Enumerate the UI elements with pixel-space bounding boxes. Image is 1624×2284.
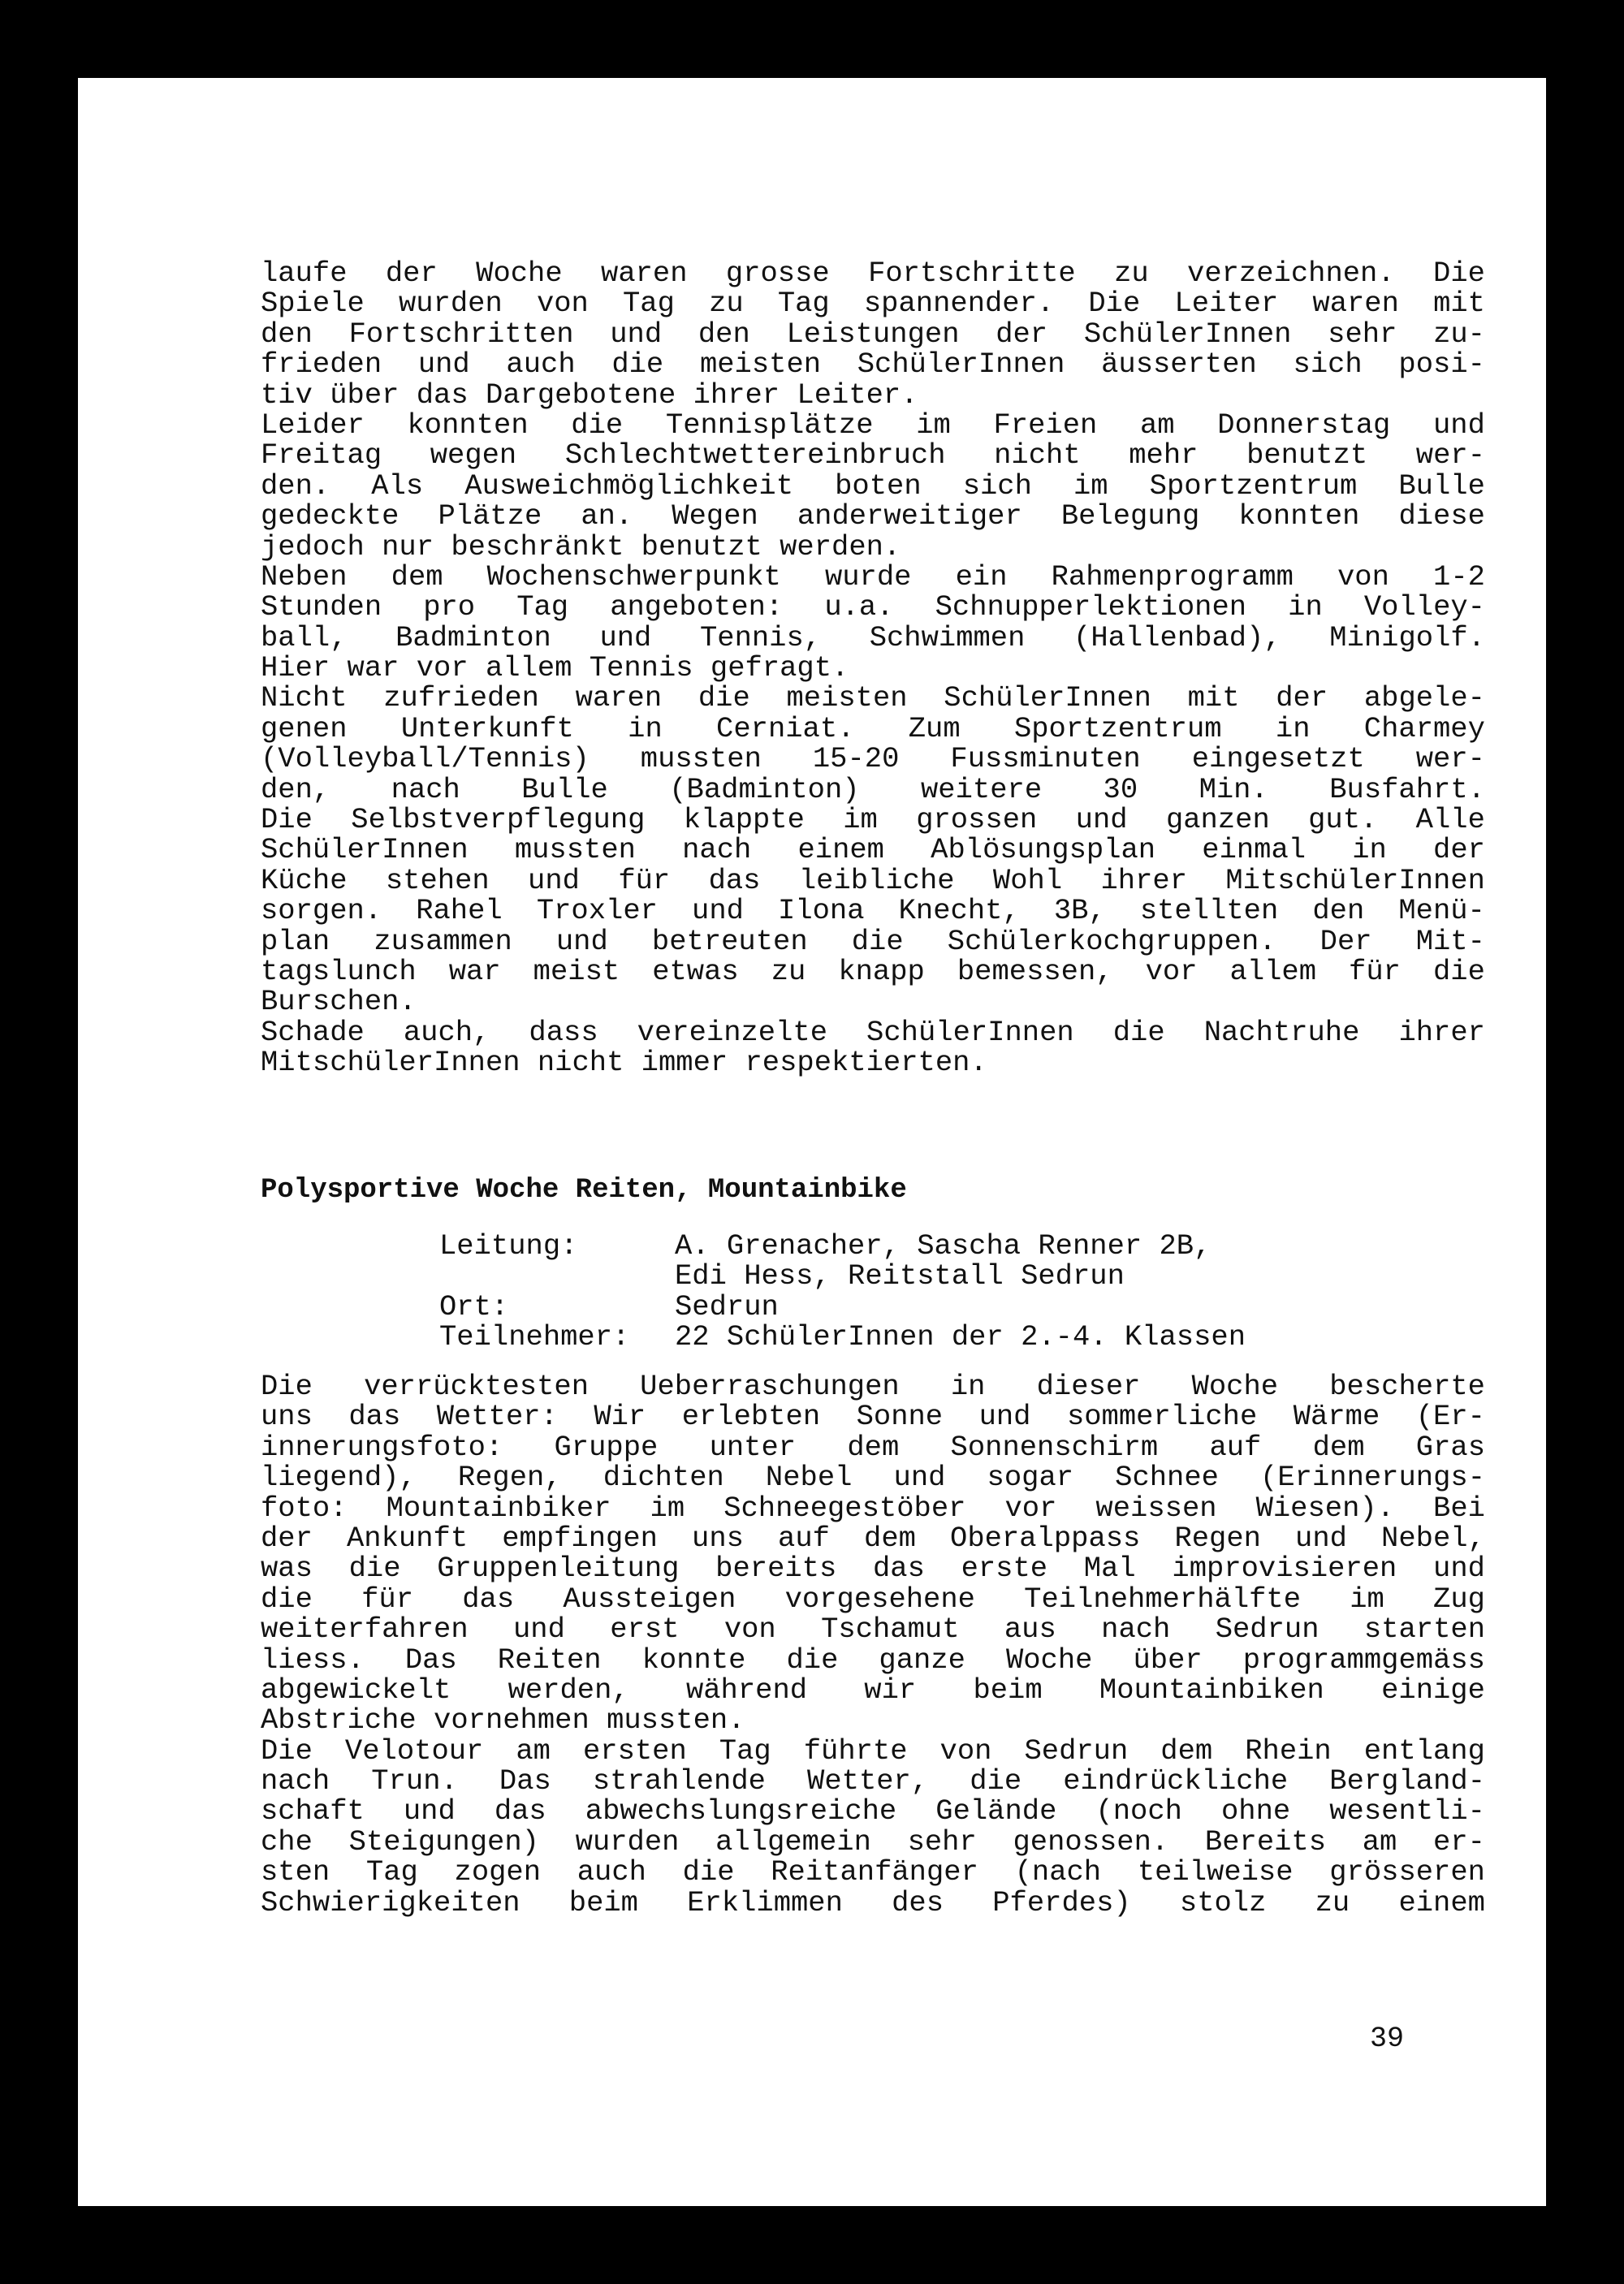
text-line: tiv über das Dargebotene ihrer Leiter. <box>261 378 918 412</box>
section2-heading: Polysportive Woche Reiten, Mountainbike <box>261 1175 907 1206</box>
text-line: frieden und auch die meisten SchülerInnen äusserten sich posi- <box>261 348 1485 382</box>
text-line: Spiele wurden von Tag zu Tag spannender. Die Leiter waren mit <box>261 287 1485 321</box>
text-line: Die Velotour am ersten Tag führte von Sedrun dem Rhein entlang <box>261 1734 1485 1768</box>
text-line: Neben dem Wochenschwerpunkt wurde ein Rahmenprogramm von 1-2 <box>261 559 1485 594</box>
text-line: che Steigungen) wurden allgemein sehr genossen. Bereits am er- <box>261 1824 1485 1859</box>
text-line: der Ankunft empfingen uns auf dem Oberalppass Regen und Nebel, <box>261 1521 1485 1555</box>
text-line: plan zusammen und betreuten die Schülerkochgruppen. Der Mit- <box>261 924 1485 958</box>
text-line: was die Gruppenleitung bereits das erste Mal improvisieren und <box>261 1552 1485 1586</box>
text-line: (Volleyball/Tennis) mussten 15-20 Fussminuten eingesetzt wer- <box>261 742 1485 776</box>
text-line: Küche stehen und für das leibliche Wohl ihrer MitschülerInnen <box>261 863 1485 897</box>
text-line: den. Als Ausweichmöglichkeit boten sich im Sportzentrum Bulle <box>261 468 1485 503</box>
text-line: Die Selbstverpflegung klappte im grossen und ganzen gut. Alle <box>261 803 1485 837</box>
page-number: 39 <box>1370 2023 1405 2055</box>
text-line: den, nach Bulle (Badminton) weitere 30 Min. Busfahrt. <box>261 772 1485 806</box>
text-line: Stunden pro Tag angeboten: u.a. Schnupperlektionen in Volley- <box>261 590 1485 624</box>
text-line: Schade auch, dass vereinzelte SchülerInnen die Nachtruhe ihrer <box>261 1015 1485 1049</box>
text-line: Schwierigkeiten beim Erklimmen des Pferdes) stolz zu einem <box>261 1885 1485 1919</box>
text-line: Burschen. <box>261 985 417 1019</box>
text-line: Freitag wegen Schlechtwettereinbruch nicht mehr benutzt wer- <box>261 438 1485 473</box>
text-line: liess. Das Reiten konnte die ganze Woche über programmgemäss <box>261 1643 1485 1677</box>
section1-body-text <box>261 258 1485 1078</box>
text-line: die für das Aussteigen vorgesehene Teilnehmerhälfte im Zug <box>261 1582 1485 1616</box>
text-line: MitschülerInnen nicht immer respektierten. <box>261 1046 987 1080</box>
text-line: weiterfahren und erst von Tschamut aus nach Sedrun starten <box>261 1613 1485 1647</box>
text-line: laufe der Woche waren grosse Fortschritte zu verzeichnen. Die <box>261 257 1485 290</box>
text-line: nach Trun. Das strahlende Wetter, die eindrückliche Bergland- <box>261 1764 1485 1798</box>
info-value: A. Grenacher, Sascha Renner 2B, <box>675 1229 1212 1263</box>
text-line: innerungsfoto: Gruppe unter dem Sonnenschirm auf dem Gras <box>261 1430 1485 1464</box>
info-value: 22 SchülerInnen der 2.-4. Klassen <box>675 1320 1246 1354</box>
text-line: sorgen. Rahel Troxler und Ilona Knecht, 3B, stellten den Menü- <box>261 894 1485 928</box>
text-line: Hier war vor allem Tennis gefragt. <box>261 651 849 685</box>
info-value: Edi Hess, Reitstall Sedrun <box>675 1259 1125 1293</box>
text-line: SchülerInnen mussten nach einem Ablösungsplan einmal in der <box>261 833 1485 867</box>
text-line: ball, Badminton und Tennis, Schwimmen (Hallenbad), Minigolf. <box>261 620 1485 654</box>
text-line: Die verrücktesten Ueberraschungen in dieser Woche bescherte <box>261 1370 1485 1403</box>
text-line: den Fortschritten und den Leistungen der SchülerInnen sehr zu- <box>261 317 1485 351</box>
info-value: Sedrun <box>675 1289 779 1323</box>
text-line: Nicht zufrieden waren die meisten SchülerInnen mit der abgele- <box>261 681 1485 715</box>
text-line: genen Unterkunft in Cerniat. Zum Sportzentrum in Charmey <box>261 711 1485 745</box>
text-line: sten Tag zogen auch die Reitanfänger (nach teilweise grösseren <box>261 1855 1485 1889</box>
text-line: Leider konnten die Tennisplätze im Freien am Donnerstag und <box>261 408 1485 442</box>
document-page <box>78 78 1546 2206</box>
text-line: uns das Wetter: Wir erlebten Sonne und sommerliche Wärme (Er- <box>261 1400 1485 1434</box>
text-line: foto: Mountainbiker im Schneegestöber vor weissen Wiesen). Bei <box>261 1491 1485 1525</box>
text-line: abgewickelt werden, während wir beim Mountainbiken einige <box>261 1673 1485 1707</box>
info-label: Teilnehmer: <box>439 1320 630 1354</box>
text-line: jedoch nur beschränkt benutzt werden. <box>261 529 901 563</box>
text-line: gedeckte Plätze an. Wegen anderweitiger Belegung konnten diese <box>261 499 1485 533</box>
section2-body-text <box>261 1371 1485 1918</box>
text-line: Abstriche vornehmen mussten. <box>261 1703 745 1738</box>
text-line: tagslunch war meist etwas zu knapp bemessen, vor allem für die <box>261 954 1485 988</box>
text-line: schaft und das abwechslungsreiche Gelände (noch ohne wesentli- <box>261 1794 1485 1828</box>
info-label: Leitung: <box>439 1229 578 1263</box>
text-line: liegend), Regen, dichten Nebel und sogar Schnee (Erinnerungs- <box>261 1461 1485 1495</box>
info-label: Ort: <box>439 1289 509 1323</box>
